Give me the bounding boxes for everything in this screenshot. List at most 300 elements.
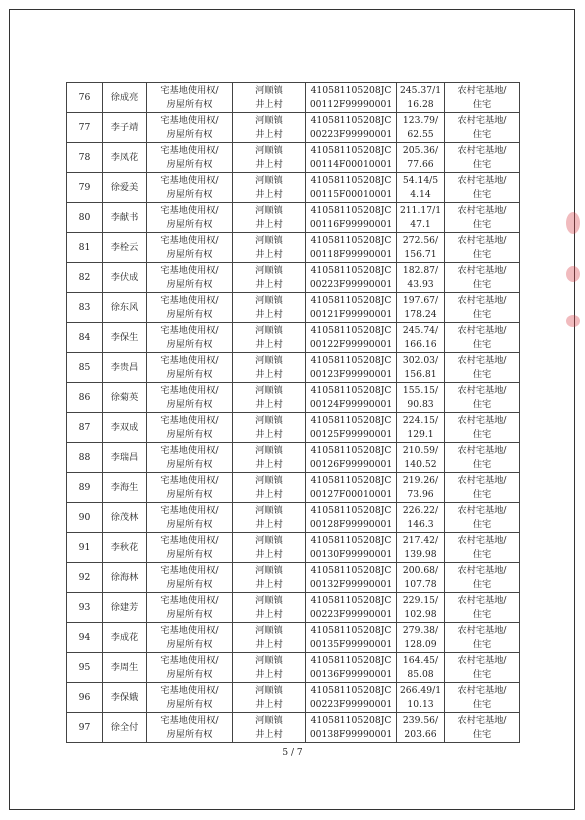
table-row [67,113,520,143]
location-line-1: 河顺镇 [255,204,283,216]
cell-row-number: 76 [67,83,103,113]
cell-area [397,143,445,173]
right-type-line-1: 宅基地使用权/ [160,624,219,636]
cell-row-number: 90 [67,503,103,533]
land-use-line-2: 住宅 [472,158,492,170]
location-line-1: 河顺镇 [255,84,283,96]
cell-owner-name: 李子靖 [103,113,147,143]
area-line-2: 102.98 [404,608,437,620]
location-line-2: 井上村 [255,398,283,410]
cell-land-use [445,503,520,533]
cell-area [397,233,445,263]
right-type-line-1: 宅基地使用权/ [160,204,219,216]
right-type-line-1: 宅基地使用权/ [160,234,219,246]
right-type-line-2: 房屋所有权 [166,308,213,320]
area-line-1: 200.68/ [402,564,439,576]
area-line-1: 182.87/ [402,264,439,276]
cell-area [397,533,445,563]
table-row [67,533,520,563]
cell-right-type [147,383,233,413]
cell-location [233,263,306,293]
land-use-line-2: 住宅 [472,218,492,230]
right-type-line-1: 宅基地使用权/ [160,324,219,336]
table-body [67,83,520,743]
cell-location [233,623,306,653]
land-use-line-2: 住宅 [472,338,492,350]
unit-code-line-2: 00223F99990001 [309,128,393,140]
location-line-1: 河顺镇 [255,324,283,336]
location-line-2: 井上村 [255,488,283,500]
cell-land-use [445,233,520,263]
land-use-line-1: 农村宅基地/ [457,414,507,426]
area-line-2: 107.78 [404,578,437,590]
location-line-2: 井上村 [255,128,283,140]
area-line-2: 73.96 [407,488,434,500]
location-line-2: 井上村 [255,428,283,440]
location-line-1: 河顺镇 [255,504,283,516]
seal-mark [566,266,580,282]
cell-area [397,413,445,443]
unit-code-line-1: 410581105208JC [310,414,392,426]
unit-code-line-1: 410581105208JC [310,714,392,726]
location-line-1: 河顺镇 [255,624,283,636]
table-row [67,713,520,743]
unit-code-line-1: 410581105208JC [310,204,392,216]
cell-owner-name: 徐海林 [103,563,147,593]
right-type-line-1: 宅基地使用权/ [160,534,219,546]
land-use-line-1: 农村宅基地/ [457,384,507,396]
land-use-line-2: 住宅 [472,308,492,320]
right-type-line-1: 宅基地使用权/ [160,474,219,486]
area-line-1: 155.15/ [402,384,439,396]
unit-code-line-1: 410581105208JC [310,144,392,156]
cell-right-type [147,653,233,683]
right-type-line-2: 房屋所有权 [166,98,213,110]
cell-right-type [147,593,233,623]
unit-code-line-1: 410581105208JC [310,594,392,606]
cell-land-use [445,143,520,173]
cell-owner-name: 李贵昌 [103,353,147,383]
land-use-line-2: 住宅 [472,128,492,140]
cell-area [397,353,445,383]
cell-right-type [147,623,233,653]
area-line-2: 16.28 [407,98,434,110]
cell-location [233,413,306,443]
cell-area [397,263,445,293]
location-line-2: 井上村 [255,668,283,680]
area-line-2: 129.1 [407,428,434,440]
area-line-1: 272.56/ [402,234,439,246]
cell-location [233,683,306,713]
cell-right-type [147,533,233,563]
unit-code-line-1: 410581105208JC [310,564,392,576]
right-type-line-2: 房屋所有权 [166,698,213,710]
cell-right-type [147,173,233,203]
cell-land-use [445,683,520,713]
unit-code-line-2: 00121F99990001 [309,308,393,320]
table-row [67,653,520,683]
location-line-1: 河顺镇 [255,564,283,576]
cell-location [233,443,306,473]
cell-area [397,653,445,683]
cell-owner-name: 李双成 [103,413,147,443]
land-use-line-1: 农村宅基地/ [457,654,507,666]
land-use-line-1: 农村宅基地/ [457,684,507,696]
land-use-line-1: 农村宅基地/ [457,474,507,486]
unit-code-line-1: 410581105208JC [310,474,392,486]
cell-owner-name: 徐菊英 [103,383,147,413]
area-line-2: 146.3 [407,518,434,530]
cell-area [397,383,445,413]
right-type-line-2: 房屋所有权 [166,668,213,680]
area-line-2: 90.83 [407,398,434,410]
right-type-line-1: 宅基地使用权/ [160,594,219,606]
cell-location [233,593,306,623]
right-type-line-1: 宅基地使用权/ [160,84,219,96]
right-type-line-2: 房屋所有权 [166,488,213,500]
cell-land-use [445,293,520,323]
unit-code-line-2: 00125F99990001 [309,428,393,440]
cell-land-use [445,263,520,293]
land-use-line-1: 农村宅基地/ [457,264,507,276]
location-line-1: 河顺镇 [255,414,283,426]
unit-code-line-1: 410581105208JC [310,384,392,396]
cell-unit-code [306,533,397,563]
right-type-line-1: 宅基地使用权/ [160,684,219,696]
cell-owner-name: 李凤花 [103,143,147,173]
right-type-line-2: 房屋所有权 [166,608,213,620]
cell-row-number: 89 [67,473,103,503]
cell-unit-code [306,233,397,263]
cell-right-type [147,503,233,533]
cell-unit-code [306,83,397,113]
cell-unit-code [306,443,397,473]
cell-row-number: 82 [67,263,103,293]
cell-owner-name: 徐爱美 [103,173,147,203]
unit-code-line-2: 00128F99990001 [309,518,393,530]
location-line-2: 井上村 [255,248,283,260]
cell-area [397,563,445,593]
area-line-2: 128.09 [404,638,437,650]
cell-row-number: 86 [67,383,103,413]
cell-unit-code [306,653,397,683]
right-type-line-1: 宅基地使用权/ [160,384,219,396]
location-line-1: 河顺镇 [255,714,283,726]
cell-right-type [147,683,233,713]
unit-code-line-2: 00127F00010001 [309,488,393,500]
page-number: 5 / 7 [282,748,303,758]
land-use-line-1: 农村宅基地/ [457,594,507,606]
land-use-line-1: 农村宅基地/ [457,174,507,186]
cell-land-use [445,173,520,203]
right-type-line-1: 宅基地使用权/ [160,414,219,426]
area-line-1: 279.38/ [402,624,439,636]
land-use-line-1: 农村宅基地/ [457,354,507,366]
location-line-1: 河顺镇 [255,384,283,396]
cell-row-number: 93 [67,593,103,623]
location-line-2: 井上村 [255,458,283,470]
right-type-line-2: 房屋所有权 [166,338,213,350]
cell-location [233,503,306,533]
right-type-line-2: 房屋所有权 [166,248,213,260]
cell-area [397,623,445,653]
cell-area [397,503,445,533]
cell-right-type [147,83,233,113]
cell-land-use [445,323,520,353]
cell-unit-code [306,383,397,413]
table-row [67,353,520,383]
right-type-line-1: 宅基地使用权/ [160,294,219,306]
right-type-line-2: 房屋所有权 [166,458,213,470]
cell-location [233,353,306,383]
cell-right-type [147,353,233,383]
area-line-1: 226.22/ [402,504,439,516]
land-use-line-2: 住宅 [472,248,492,260]
cell-owner-name: 李献书 [103,203,147,233]
cell-row-number: 77 [67,113,103,143]
cell-unit-code [306,683,397,713]
area-line-2: 178.24 [404,308,437,320]
area-line-2: 139.98 [404,548,437,560]
cell-area [397,473,445,503]
cell-land-use [445,353,520,383]
table-row [67,203,520,233]
table-row [67,683,520,713]
right-type-line-2: 房屋所有权 [166,128,213,140]
unit-code-line-1: 410581105208JC [310,114,392,126]
area-line-2: 4.14 [410,188,431,200]
location-line-1: 河顺镇 [255,234,283,246]
table-row [67,623,520,653]
unit-code-line-2: 00124F99990001 [309,398,393,410]
unit-code-line-2: 00135F99990001 [309,638,393,650]
area-line-2: 62.55 [407,128,434,140]
cell-unit-code [306,473,397,503]
cell-owner-name: 李伏成 [103,263,147,293]
location-line-2: 井上村 [255,578,283,590]
cell-row-number: 81 [67,233,103,263]
right-type-line-1: 宅基地使用权/ [160,504,219,516]
cell-unit-code [306,623,397,653]
cell-location [233,563,306,593]
registration-table [66,82,520,743]
location-line-2: 井上村 [255,98,283,110]
area-line-1: 210.59/ [402,444,439,456]
right-type-line-1: 宅基地使用权/ [160,354,219,366]
cell-owner-name: 李瑞昌 [103,443,147,473]
cell-unit-code [306,323,397,353]
land-use-line-2: 住宅 [472,398,492,410]
area-line-2: 43.93 [407,278,434,290]
cell-land-use [445,443,520,473]
right-type-line-2: 房屋所有权 [166,578,213,590]
land-use-line-1: 农村宅基地/ [457,534,507,546]
table-row [67,263,520,293]
cell-owner-name: 徐全付 [103,713,147,743]
area-line-2: 156.81 [404,368,437,380]
location-line-1: 河顺镇 [255,684,283,696]
location-line-2: 井上村 [255,548,283,560]
area-line-1: 245.74/ [402,324,439,336]
right-type-line-1: 宅基地使用权/ [160,114,219,126]
location-line-2: 井上村 [255,698,283,710]
right-type-line-2: 房屋所有权 [166,638,213,650]
right-type-line-2: 房屋所有权 [166,158,213,170]
location-line-1: 河顺镇 [255,534,283,546]
cell-unit-code [306,563,397,593]
unit-code-line-2: 00116F99990001 [309,218,393,230]
area-line-1: 302.03/ [402,354,439,366]
area-line-1: 164.45/ [402,654,439,666]
cell-owner-name: 徐东风 [103,293,147,323]
cell-row-number: 92 [67,563,103,593]
area-line-2: 85.08 [407,668,434,680]
right-type-line-2: 房屋所有权 [166,728,213,740]
cell-right-type [147,143,233,173]
unit-code-line-1: 410581105208JC [310,624,392,636]
cell-right-type [147,563,233,593]
unit-code-line-1: 410581105208JC [310,324,392,336]
table-row [67,473,520,503]
area-line-1: 219.26/ [402,474,439,486]
area-line-2: 77.66 [407,158,434,170]
cell-row-number: 87 [67,413,103,443]
unit-code-line-1: 410581105208JC [310,264,392,276]
unit-code-line-2: 00223F99990001 [309,608,393,620]
cell-location [233,83,306,113]
cell-location [233,203,306,233]
cell-unit-code [306,113,397,143]
unit-code-line-2: 00112F99990001 [309,98,393,110]
land-use-line-2: 住宅 [472,578,492,590]
land-use-line-1: 农村宅基地/ [457,114,507,126]
unit-code-line-2: 00136F99990001 [309,668,393,680]
seal-mark [566,315,580,327]
cell-location [233,113,306,143]
table-row [67,173,520,203]
area-line-1: 54.14/5 [402,174,439,186]
cell-unit-code [306,413,397,443]
right-type-line-1: 宅基地使用权/ [160,714,219,726]
cell-area [397,713,445,743]
right-type-line-1: 宅基地使用权/ [160,174,219,186]
cell-owner-name: 李周生 [103,653,147,683]
cell-area [397,203,445,233]
location-line-2: 井上村 [255,638,283,650]
cell-area [397,323,445,353]
right-type-line-2: 房屋所有权 [166,398,213,410]
cell-unit-code [306,353,397,383]
location-line-1: 河顺镇 [255,594,283,606]
location-line-2: 井上村 [255,608,283,620]
cell-row-number: 85 [67,353,103,383]
area-line-1: 266.49/1 [399,684,442,696]
right-type-line-1: 宅基地使用权/ [160,654,219,666]
location-line-1: 河顺镇 [255,144,283,156]
cell-unit-code [306,293,397,323]
location-line-1: 河顺镇 [255,654,283,666]
unit-code-line-1: 410581105208JC [310,534,392,546]
cell-unit-code [306,143,397,173]
table-row [67,593,520,623]
cell-row-number: 80 [67,203,103,233]
table-row [67,413,520,443]
right-type-line-2: 房屋所有权 [166,368,213,380]
unit-code-line-2: 00123F99990001 [309,368,393,380]
area-line-1: 205.36/ [402,144,439,156]
unit-code-line-2: 00223F99990001 [309,698,393,710]
land-use-line-2: 住宅 [472,728,492,740]
location-line-1: 河顺镇 [255,294,283,306]
land-use-line-1: 农村宅基地/ [457,144,507,156]
land-use-line-1: 农村宅基地/ [457,564,507,576]
cell-area [397,443,445,473]
cell-owner-name: 李成花 [103,623,147,653]
area-line-1: 224.15/ [402,414,439,426]
unit-code-line-2: 00115F00010001 [309,188,393,200]
cell-area [397,83,445,113]
cell-land-use [445,713,520,743]
land-use-line-2: 住宅 [472,488,492,500]
cell-right-type [147,233,233,263]
unit-code-line-2: 00223F99990001 [309,278,393,290]
cell-location [233,713,306,743]
area-line-1: 123.79/ [402,114,439,126]
cell-land-use [445,113,520,143]
cell-unit-code [306,593,397,623]
cell-right-type [147,203,233,233]
unit-code-line-1: 410581105208JC [310,354,392,366]
land-use-line-2: 住宅 [472,428,492,440]
seal-mark [566,212,580,234]
cell-row-number: 88 [67,443,103,473]
right-type-line-2: 房屋所有权 [166,188,213,200]
right-type-line-1: 宅基地使用权/ [160,444,219,456]
unit-code-line-1: 410581105208JC [310,294,392,306]
location-line-2: 井上村 [255,278,283,290]
cell-land-use [445,593,520,623]
unit-code-line-2: 00118F99990001 [309,248,393,260]
cell-owner-name: 徐成亮 [103,83,147,113]
cell-location [233,293,306,323]
cell-unit-code [306,173,397,203]
land-use-line-2: 住宅 [472,98,492,110]
cell-right-type [147,263,233,293]
cell-land-use [445,653,520,683]
cell-location [233,533,306,563]
cell-right-type [147,713,233,743]
table-row [67,293,520,323]
location-line-2: 井上村 [255,368,283,380]
land-use-line-2: 住宅 [472,368,492,380]
land-use-line-2: 住宅 [472,458,492,470]
right-type-line-1: 宅基地使用权/ [160,564,219,576]
cell-land-use [445,203,520,233]
cell-right-type [147,473,233,503]
area-line-1: 229.15/ [402,594,439,606]
cell-row-number: 96 [67,683,103,713]
land-use-line-2: 住宅 [472,668,492,680]
unit-code-line-1: 410581105208JC [310,174,392,186]
cell-row-number: 84 [67,323,103,353]
right-type-line-2: 房屋所有权 [166,218,213,230]
cell-owner-name: 李保娥 [103,683,147,713]
area-line-1: 211.17/1 [399,204,442,216]
cell-unit-code [306,203,397,233]
cell-right-type [147,443,233,473]
unit-code-line-1: 410581105208JC [310,654,392,666]
table-row [67,323,520,353]
